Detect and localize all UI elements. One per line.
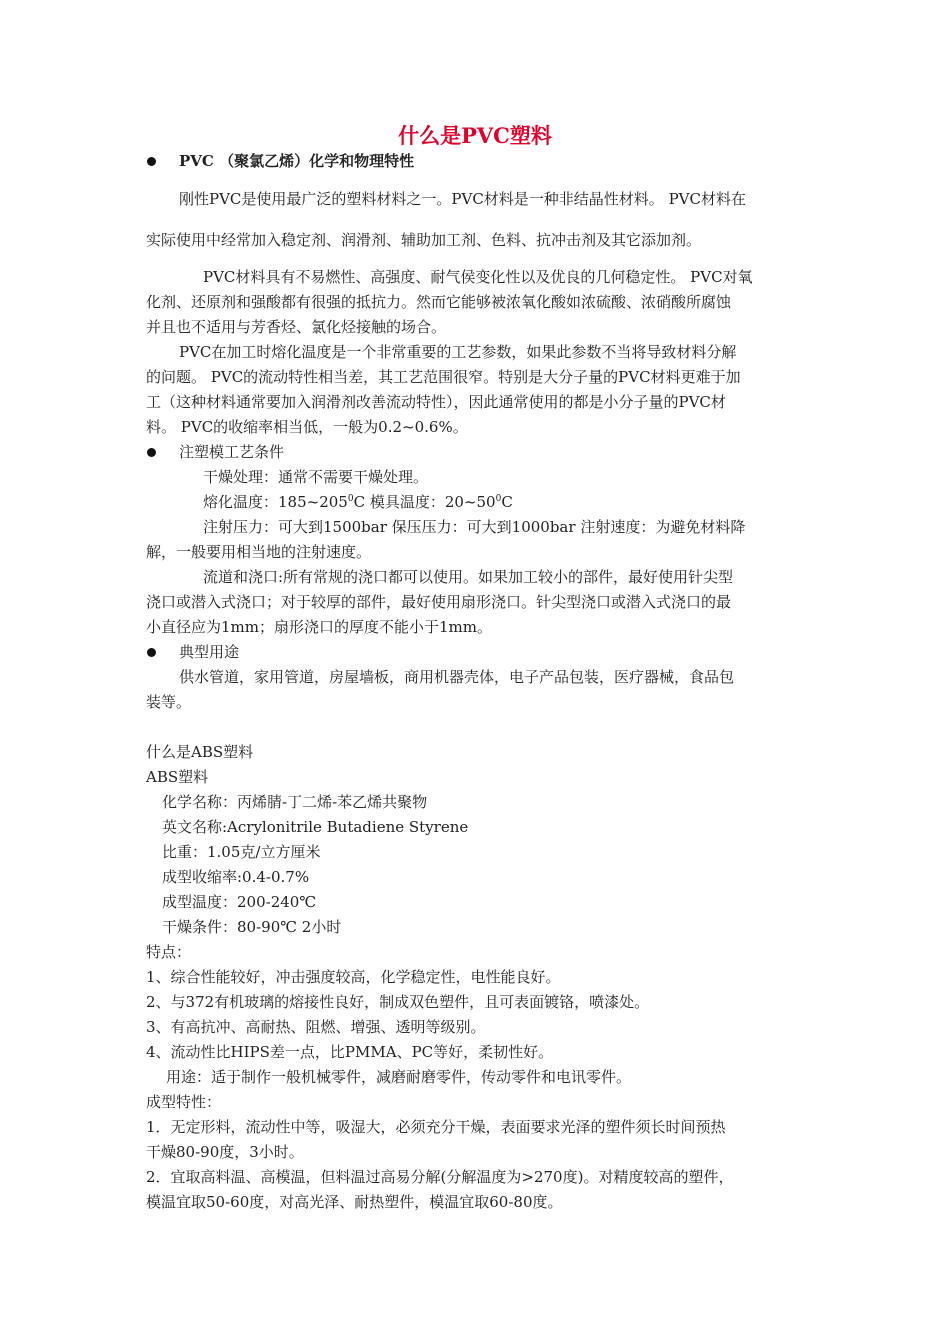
text-run: 熔化温度：185~205	[203, 493, 348, 511]
paragraph-line: 并且也不适用与芳香烃、氯化烃接触的场合。	[146, 318, 447, 336]
paragraph-line: 流道和浇口:所有常规的浇口都可以使用。如果加工较小的部件，最好使用针尖型	[203, 568, 734, 586]
paragraph-line: PVC在加工时熔化温度是一个非常重要的工艺参数，如果此参数不当将导致材料分解	[179, 343, 737, 361]
section-heading: 注塑模工艺条件	[179, 443, 285, 461]
section-heading: PVC （聚氯乙烯）化学和物理特性	[179, 152, 415, 170]
property-line: 比重：1.05克/立方厘米	[162, 843, 321, 861]
paragraph-line: 装等。	[146, 693, 192, 711]
bullet-icon	[147, 448, 156, 457]
property-line: 干燥条件：80-90℃ 2小时	[162, 918, 342, 936]
paragraph-line: 供水管道，家用管道，房屋墙板，商用机器壳体，电子产品包装，医疗器械，食品包	[179, 668, 735, 686]
molding-label: 成型特性：	[146, 1093, 222, 1111]
paragraph-line: 小直径应为1mm；扇形浇口的厚度不能小于1mm。	[146, 618, 492, 636]
abs-title: 什么是ABS塑料	[146, 743, 254, 761]
feature-line: 1、综合性能较好，冲击强度较高，化学稳定性，电性能良好。	[146, 968, 561, 986]
page-title: 什么是PVC塑料	[398, 123, 552, 148]
degree-mark: 0	[495, 494, 502, 504]
paragraph-line: 实际使用中经常加入稳定剂、润滑剂、辅助加工剂、色料、抗冲击剂及其它添加剂。	[146, 231, 702, 249]
molding-line: 1．无定形料，流动性中等，吸湿大，必须充分干燥，表面要求光泽的塑件须长时间预热	[146, 1118, 726, 1136]
bullet-icon	[147, 157, 156, 166]
property-line: 英文名称:Acrylonitrile Butadiene Styrene	[162, 818, 469, 836]
feature-line: 3、有高抗冲、高耐热、阻燃、增强、透明等级别。	[146, 1018, 486, 1036]
feature-line: 2、与372有机玻璃的熔接性良好，制成双色塑件，且可表面镀铬，喷漆处。	[146, 993, 650, 1011]
paragraph-line	[203, 490, 513, 514]
paragraph-line: 料。 PVC的收缩率相当低，一般为0.2~0.6%。	[146, 418, 468, 436]
paragraph-line: 化剂、还原剂和强酸都有很强的抵抗力。然而它能够被浓氧化酸如浓硫酸、浓硝酸所腐蚀	[146, 293, 732, 311]
paragraph-line: 解，一般要用相当地的注射速度。	[146, 543, 372, 561]
property-line: 成型收缩率:0.4-0.7%	[162, 868, 310, 886]
abs-name: ABS塑料	[146, 768, 209, 786]
property-line: 化学名称：丙烯腈-丁二烯-苯乙烯共聚物	[162, 793, 428, 811]
text-run: C	[501, 493, 513, 511]
molding-line: 模温宜取50-60度，对高光泽、耐热塑件，模温宜取60-80度。	[146, 1193, 563, 1211]
paragraph-line: 注射压力：可大到1500bar 保压压力：可大到1000bar 注射速度：为避免材料降	[203, 518, 746, 536]
feature-line: 4、流动性比HIPS差一点，比PMMA、PC等好，柔韧性好。	[146, 1043, 554, 1061]
paragraph-line: PVC材料具有不易燃性、高强度、耐气侯变化性以及优良的几何稳定性。 PVC对氧	[203, 268, 753, 286]
features-label: 特点：	[146, 943, 192, 961]
bullet-icon	[147, 648, 156, 657]
usage-line: 用途：适于制作一般机械零件，减磨耐磨零件，传动零件和电讯零件。	[166, 1068, 632, 1086]
paragraph-line: 刚性PVC是使用最广泛的塑料材料之一。PVC材料是一种非结晶性材料。 PVC材料在	[179, 190, 746, 208]
text-run: C 模具温度：20~50	[353, 493, 496, 511]
paragraph-line: 干燥处理：通常不需要干燥处理。	[203, 468, 429, 486]
molding-line: 2．宜取高料温、高模温，但料温过高易分解(分解温度为>270度)。对精度较高的塑件，	[146, 1168, 734, 1186]
paragraph-line: 的问题。 PVC的流动特性相当差，其工艺范围很窄。特别是大分子量的PVC材料更难于加	[146, 368, 741, 386]
paragraph-line: 工（这种材料通常要加入润滑剂改善流动特性），因此通常使用的都是小分子量的PVC材	[146, 393, 726, 411]
paragraph-line: 浇口或潜入式浇口；对于较厚的部件，最好使用扇形浇口。针尖型浇口或潜入式浇口的最	[146, 593, 732, 611]
section-heading: 典型用途	[179, 643, 240, 661]
molding-line: 干燥80-90度，3小时。	[146, 1143, 304, 1161]
property-line: 成型温度：200-240℃	[162, 893, 317, 911]
degree-mark: 0	[347, 494, 354, 504]
